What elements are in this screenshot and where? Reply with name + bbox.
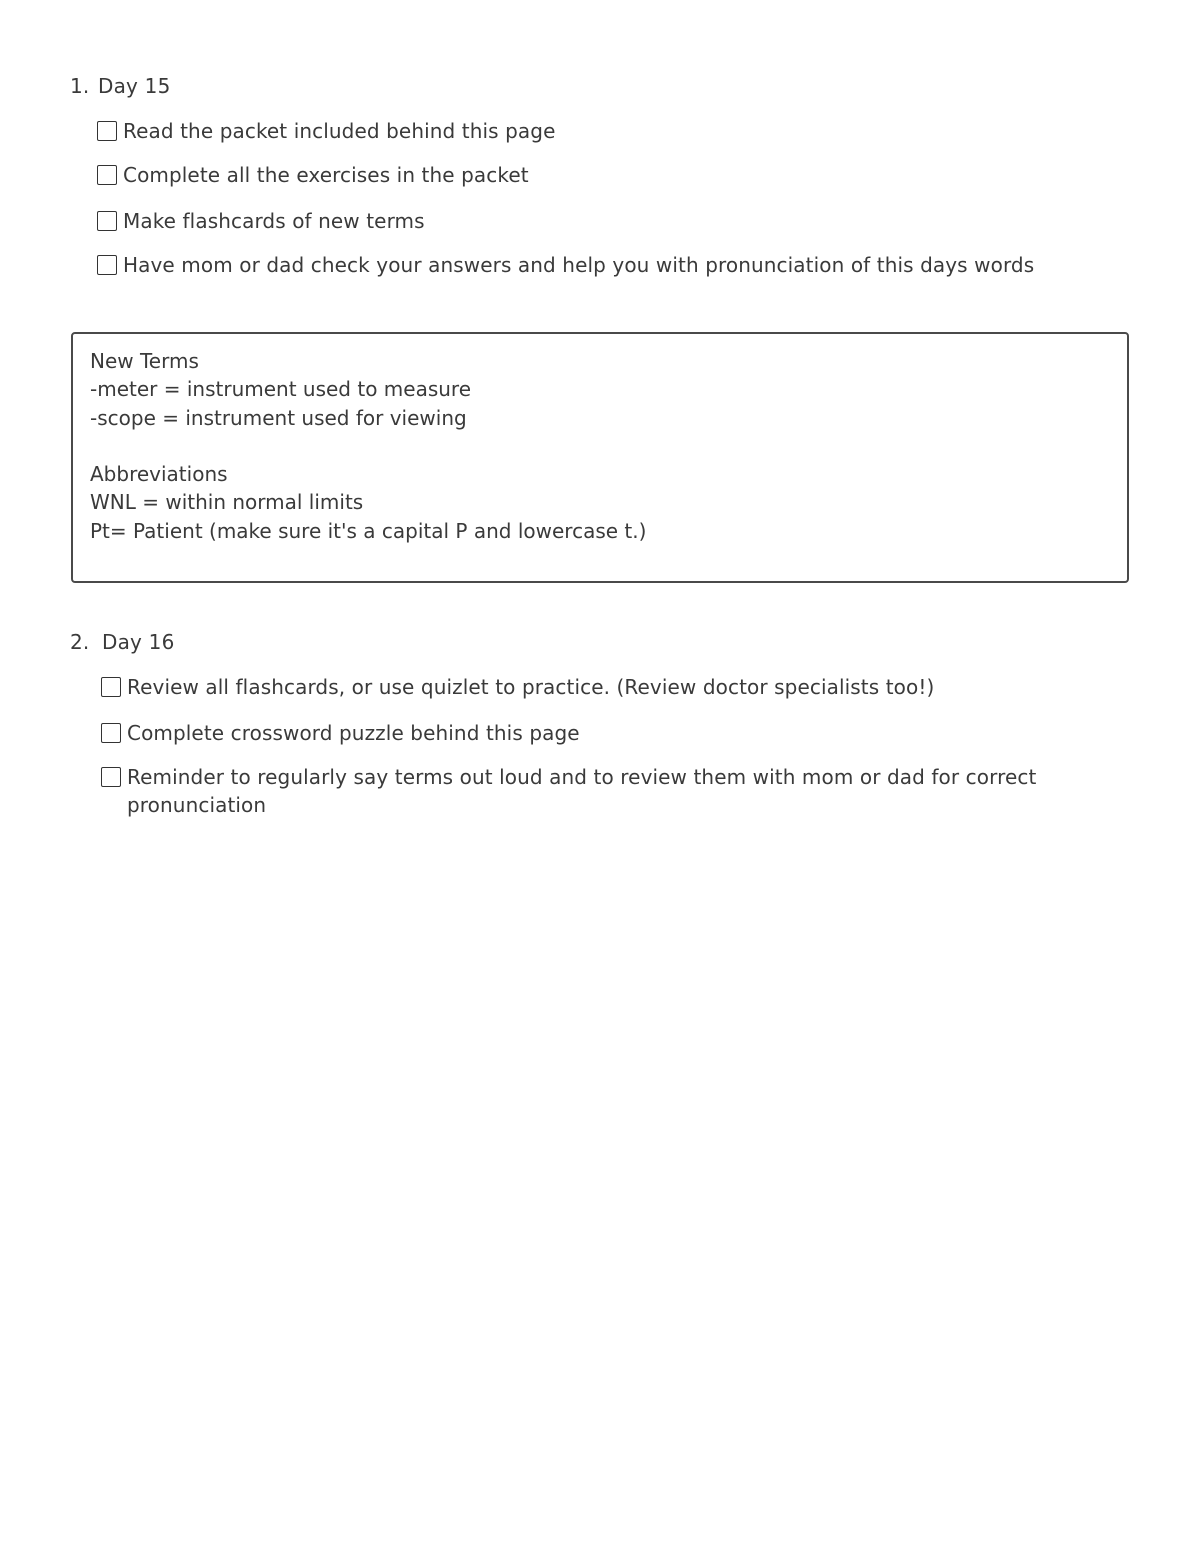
task-checkbox[interactable]: [101, 723, 121, 743]
spacer: [90, 432, 1110, 460]
day-15-heading: [70, 74, 171, 98]
day-16-heading: [70, 630, 175, 654]
task-label: Read the packet included behind this page: [123, 119, 556, 143]
task-item: [97, 207, 425, 235]
task-item: [97, 251, 1034, 279]
new-terms-heading: New Terms: [90, 349, 199, 373]
term-line: -scope = instrument used for viewing: [90, 405, 467, 430]
list-number: 1.: [70, 74, 90, 98]
day-title: Day 15: [98, 74, 171, 98]
task-item: [97, 161, 529, 189]
task-label: Make flashcards of new terms: [123, 209, 425, 233]
task-checkbox[interactable]: [97, 121, 117, 141]
task-label: Reminder to regularly say terms out loud and to review them with mom or dad for correct pronunciation: [127, 765, 1037, 817]
task-item: [97, 117, 556, 145]
task-item: [101, 763, 1061, 819]
day-title: Day 16: [102, 630, 175, 654]
list-number: 2.: [70, 630, 90, 654]
abbreviations-heading: Abbreviations: [90, 462, 228, 487]
task-label: Complete crossword puzzle behind this page: [127, 721, 580, 745]
abbreviation-line: Pt= Patient (make sure it's a capital P and lowercase t.): [90, 518, 647, 543]
task-checkbox[interactable]: [97, 211, 117, 231]
task-label: Have mom or dad check your answers and help you with pronunciation of this days words: [123, 253, 1035, 277]
task-checkbox[interactable]: [97, 255, 117, 275]
task-label: Review all flashcards, or use quizlet to practice. (Review doctor specialists too!): [127, 675, 935, 699]
task-checkbox[interactable]: [97, 165, 117, 185]
term-line: -meter = instrument used to measure: [90, 377, 472, 402]
new-terms-box: [71, 332, 1129, 583]
task-item: [101, 719, 580, 747]
task-checkbox[interactable]: [101, 677, 121, 697]
task-item: [101, 673, 934, 701]
task-checkbox[interactable]: [101, 767, 121, 787]
task-label: Complete all the exercises in the packet: [123, 163, 529, 187]
abbreviation-line: WNL = within normal limits: [90, 490, 364, 515]
